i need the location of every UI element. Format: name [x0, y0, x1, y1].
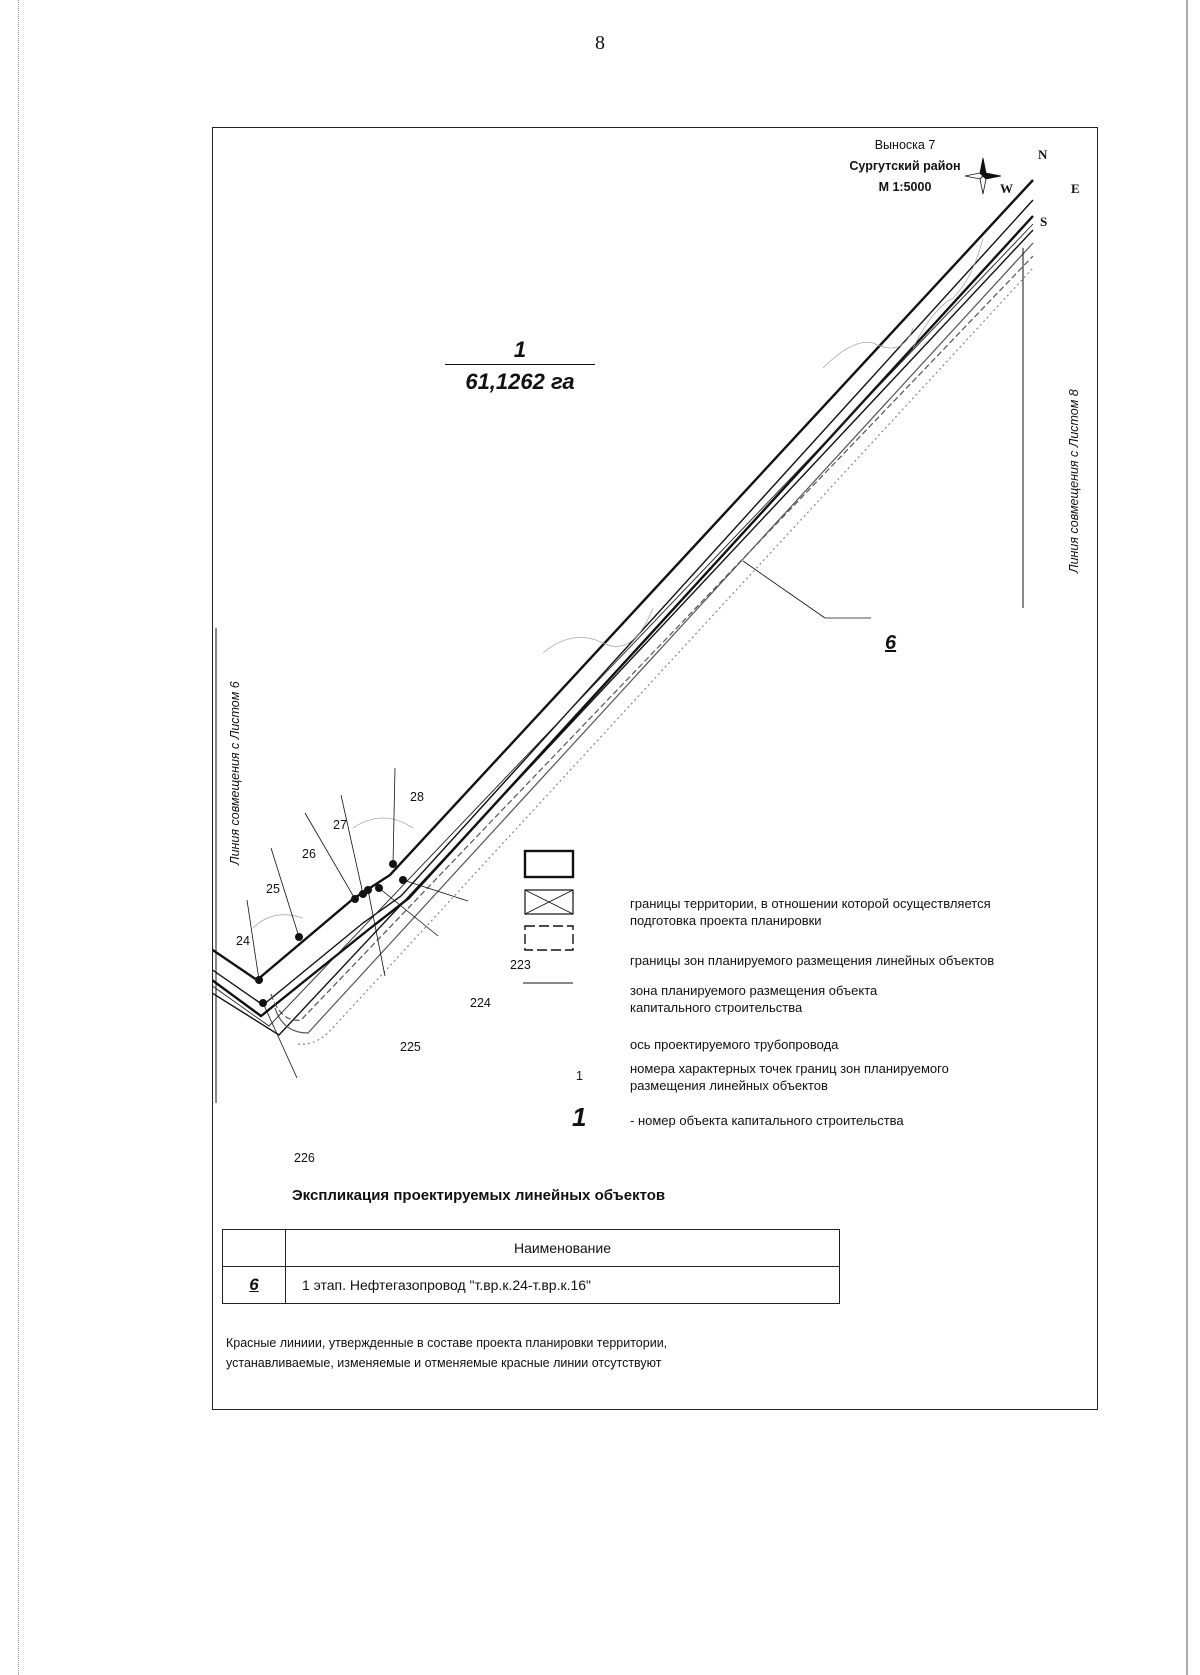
legend-object-number: 1	[572, 1102, 587, 1132]
map-canvas	[213, 128, 1099, 1411]
note-line-1: Красные линиии, утвержденные в составе проекта планировки территории,	[226, 1336, 668, 1350]
pipeline-label: 6	[885, 632, 897, 654]
explication-table	[222, 1229, 840, 1304]
compass-e: E	[1071, 181, 1080, 196]
boundary-upper	[213, 180, 1033, 980]
callout-region: Сургутский район	[849, 159, 961, 173]
legend-text-zone: зона планируемого размещения объекта капитального строительства	[630, 983, 878, 1015]
map-frame	[212, 127, 1098, 1410]
point-label-223: 223	[510, 958, 531, 972]
leader-223	[403, 880, 468, 901]
leader-225	[368, 890, 385, 976]
leader-27	[341, 795, 363, 894]
object-number: 1	[513, 337, 527, 362]
legend-text-territory: границы территории, в отношении которой осуществляется подготовка проекта планировки	[630, 896, 991, 928]
scan-edge-right	[1186, 0, 1194, 1675]
explication-title: Экспликация проектируемых линейных объектов	[292, 1187, 666, 1204]
leader-28	[393, 768, 395, 864]
red-lines-note	[226, 1333, 986, 1373]
explication-row-name: 1 этап. Нефтегазопровод "т.вр.к.24-т.вр.к.16"	[286, 1267, 840, 1304]
callout-scale: М 1:5000	[878, 180, 932, 194]
leader-224	[379, 888, 438, 936]
alignment-label-right: Линия совмещения с Листом 8	[1067, 389, 1081, 573]
explication-header-name: Наименование	[286, 1230, 840, 1267]
object-label	[445, 336, 595, 397]
explication-header-row	[223, 1230, 840, 1267]
terrain-3	[543, 608, 653, 653]
point-label-27: 27	[333, 818, 347, 832]
legend-point-number: 1	[576, 1069, 583, 1083]
table-row	[223, 1267, 840, 1304]
compass-w: W	[1000, 181, 1013, 196]
point-label-24: 24	[236, 934, 250, 948]
object-area: 61,1262 га	[445, 364, 595, 397]
callout-title: Выноска 7	[874, 138, 936, 152]
page-number: 8	[595, 32, 605, 54]
terrain-lines	[253, 238, 983, 928]
legend-symbol-territory	[525, 851, 573, 877]
point-label-28: 28	[410, 790, 424, 804]
point-label-26: 26	[302, 847, 316, 861]
point-label-226: 226	[294, 1151, 315, 1165]
explication-row-code: 6	[223, 1267, 286, 1304]
legend-text-point: номера характерных точек границ зон планируемого размещения линейных объектов	[630, 1061, 949, 1093]
boundary-mid-upper	[213, 200, 1033, 1005]
legend-symbol-zone	[525, 926, 573, 950]
leader-6	[743, 561, 825, 618]
explication-header-code	[223, 1230, 286, 1267]
compass-s: S	[1040, 214, 1048, 229]
compass-n: N	[1038, 147, 1048, 162]
legend-text-object: - номер объекта капитального строительства	[630, 1113, 904, 1128]
legend-text-linear-zone: границы зон планируемого размещения линейных объектов	[630, 953, 995, 968]
legend-text-axis: ось проектируемого трубопровода	[630, 1037, 839, 1052]
point-label-224: 224	[470, 996, 491, 1010]
callout-block	[830, 135, 980, 198]
point-label-225: 225	[400, 1040, 421, 1054]
terrain-4	[353, 818, 413, 828]
note-line-2: устанавливаемые, изменяемые и отменяемые красные линии отсутствуют	[226, 1356, 662, 1370]
alignment-label-left: Линия совмещения с Листом 6	[228, 681, 242, 865]
scan-edge-left	[8, 0, 19, 1675]
point-label-25: 25	[266, 882, 280, 896]
